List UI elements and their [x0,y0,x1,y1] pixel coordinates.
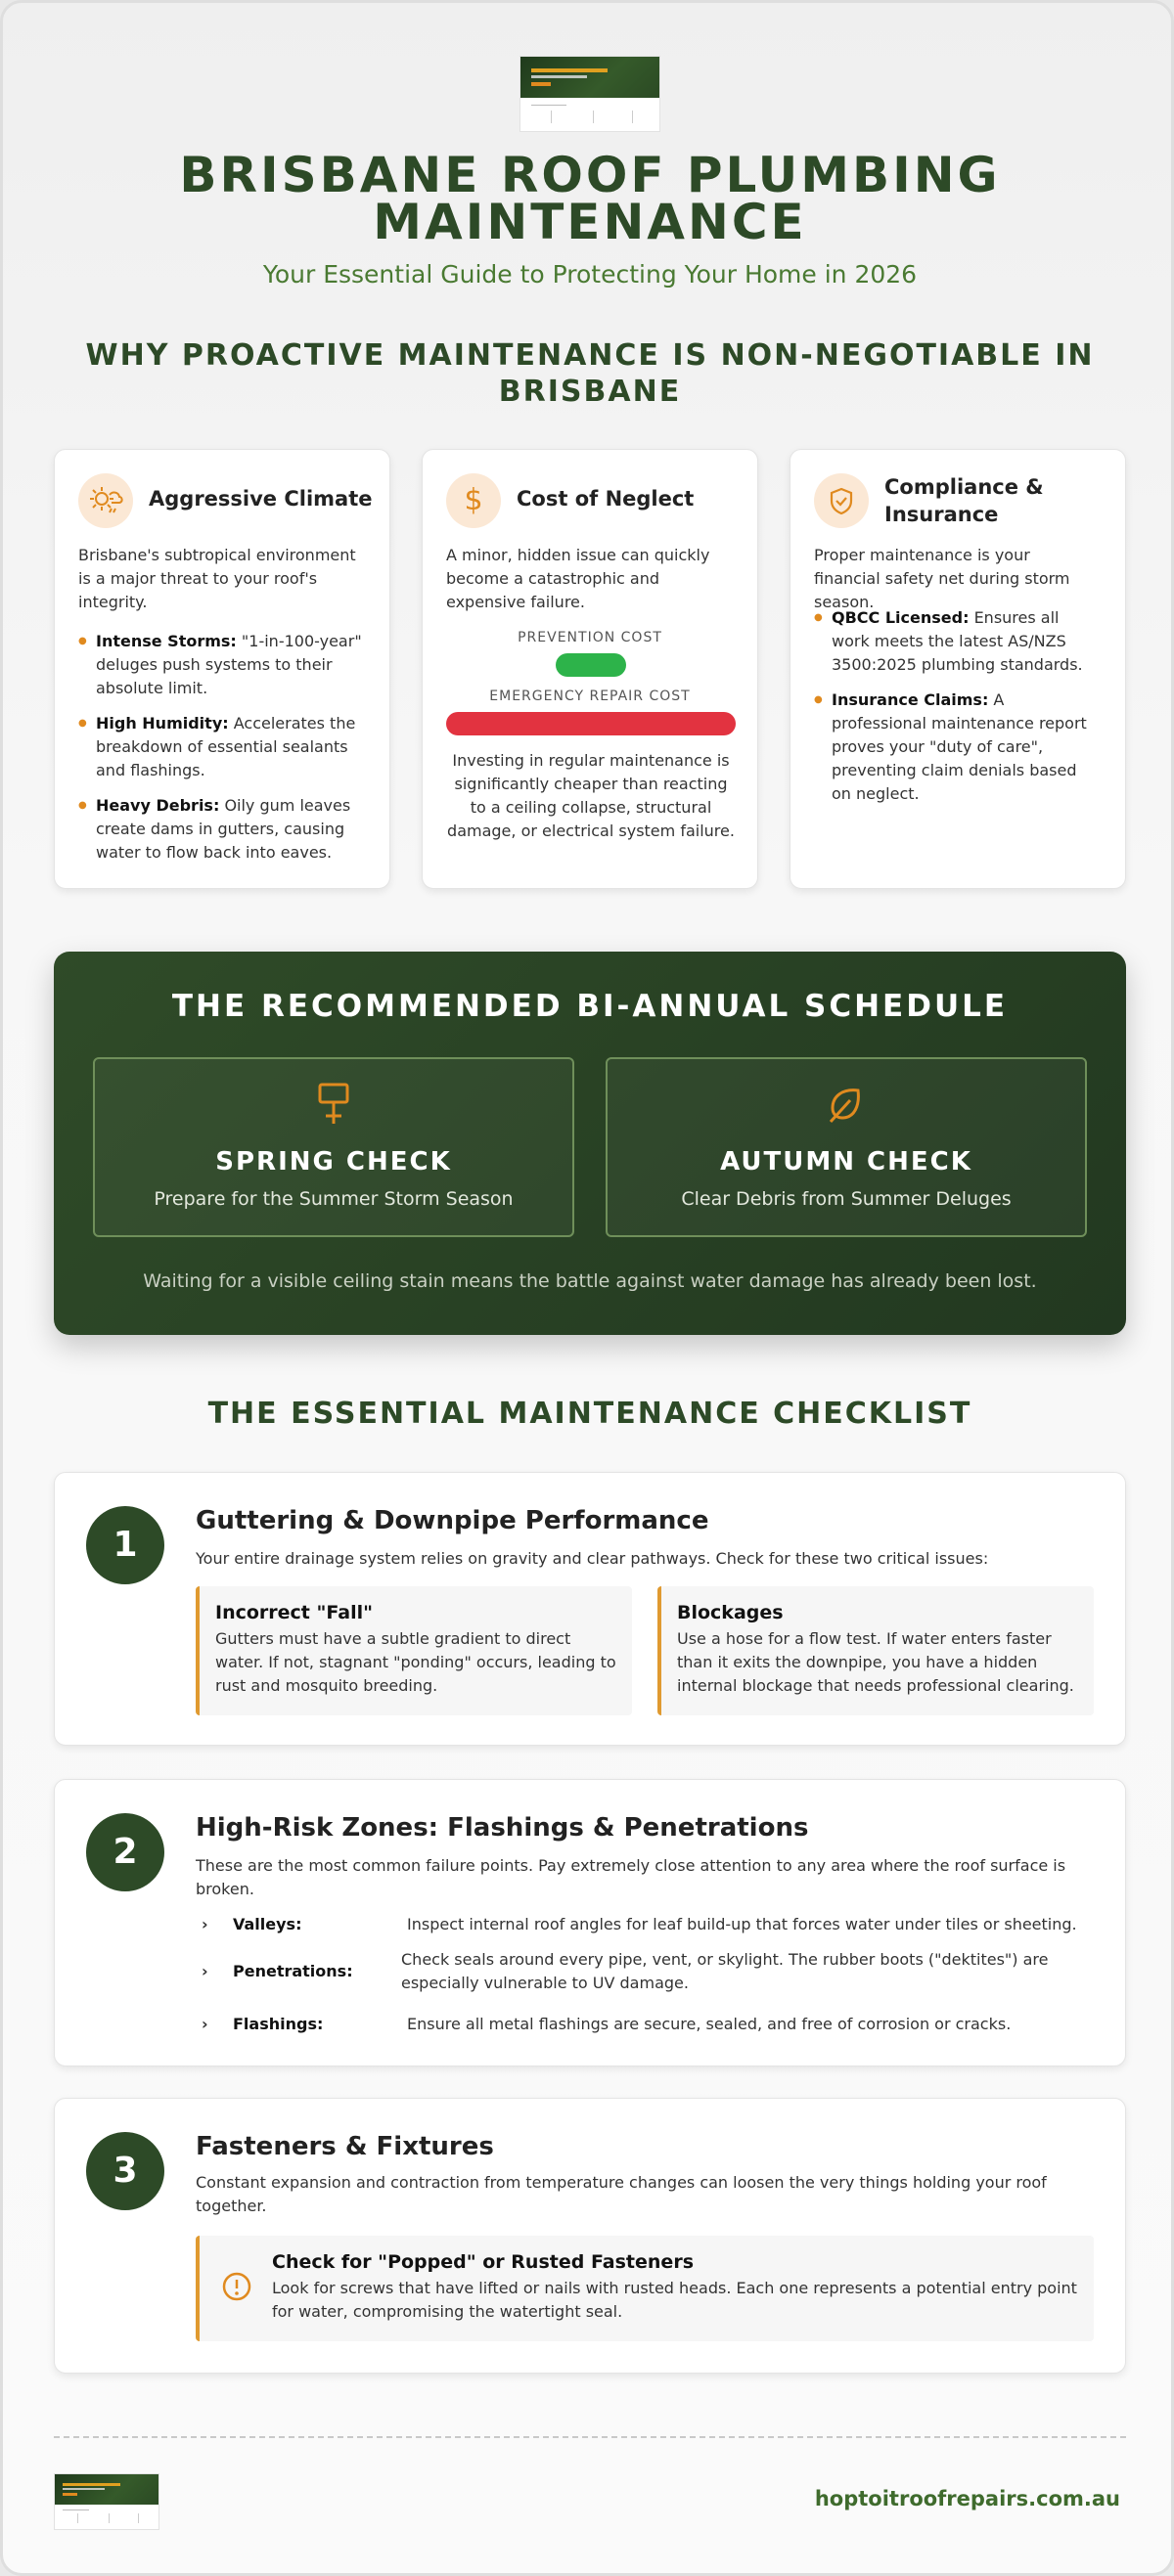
alert-text: Look for screws that have lifted or nails with rusted heads. Each one represents a potential entry point for water, compromising the watertight seal. [272,2279,1077,2321]
footer-thumbnail-image [54,2473,159,2530]
prevention-cost-bar [556,653,626,677]
blockages-box [657,1586,1094,1715]
card-aggressive-climate [54,449,390,889]
page-title: BRISBANE ROOF PLUMBING MAINTENANCE [179,147,1001,250]
card-title: Compliance & Insurance [884,475,1044,526]
schedule-panel [54,952,1126,1335]
checklist-item-intro: These are the most common failure points. Pay extremely close attention to any area where the roof surface is broken. [196,1856,1066,1898]
list-item: ● Intense Storms: "1-in-100-year" deluges push systems to their absolute limit. [78,630,364,700]
checklist-item-guttering [54,1472,1126,1746]
risk-label: Valleys: [233,1915,302,1933]
card-text: Proper maintenance is your financial safety net during storm season. [814,546,1070,611]
autumn-check-box [606,1057,1087,1237]
card-text: A minor, hidden issue can quickly become a catastrophic and expensive failure. [446,546,710,611]
cost-footer-text: Investing in regular maintenance is significantly cheaper than reacting to a ceiling collapse, structural damage, or electrical system failure. [447,751,735,840]
risk-text: Ensure all metal flashings are secure, sealed, and free of corrosion or cracks. [407,2015,1012,2033]
page-subtitle: Your Essential Guide to Protecting Your Home in 2026 [262,260,918,289]
alert-title: Check for "Popped" or Rusted Fasteners [272,2251,694,2273]
card-title: Aggressive Climate [149,487,373,511]
chevron-right-icon: › [202,2015,208,2033]
risk-label: Penetrations: [233,1962,353,1980]
list-item: ● High Humidity: Accelerates the breakdown of essential sealants and flashings. [78,712,364,782]
box-text: Gutters must have a subtle gradient to direct water. If not, stagnant "ponding" occurs, leading to rust and mosquito breeding. [215,1629,616,1695]
bullet-list [814,606,1100,818]
footer-divider [54,2436,1126,2438]
card-title: Cost of Neglect [517,487,695,511]
card-compliance-insurance [790,449,1126,889]
schedule-title: THE RECOMMENDED BI-ANNUAL SCHEDULE [171,989,1009,1024]
step-number-badge: 2 [86,1813,164,1891]
box-title: Blockages [677,1602,784,1623]
emergency-cost-bar [446,712,736,735]
checklist-item-title: Guttering & Downpipe Performance [196,1506,709,1535]
risk-label: Flashings: [233,2015,324,2033]
box-text: Use a hose for a flow test. If water enters faster than it exits the downpipe, you have a hidden internal blockage that needs professional clearing. [677,1629,1074,1695]
box-title: Incorrect "Fall" [215,1602,374,1623]
card-cost-of-neglect [422,449,758,889]
checklist-item-title: Fasteners & Fixtures [196,2132,494,2161]
risk-text: Check seals around every pipe, vent, or skylight. The rubber boots ("dektites") are especially vulnerable to UV damage. [401,1950,1049,1992]
autumn-check-title: AUTUMN CHECK [720,1147,972,1177]
list-item: ● QBCC Licensed: Ensures all work meets the latest AS/NZS 3500:2025 plumbing standards. [814,606,1100,677]
prevention-cost-label: PREVENTION COST [518,630,662,645]
list-item: ● Heavy Debris: Oily gum leaves create dams in gutters, causing water to flow back into eaves. [78,794,364,865]
header-thumbnail-image [519,56,660,132]
fasteners-alert-box [196,2236,1094,2341]
checklist-item-fasteners [54,2098,1126,2374]
spring-check-title: SPRING CHECK [215,1147,452,1177]
list-item: ● Insurance Claims: A professional maintenance report proves your "duty of care", preventing claim denials based on neglect. [814,688,1100,806]
climate-icon [78,473,133,528]
checklist-item-intro: Your entire drainage system relies on gravity and clear pathways. Check for these two critical issues: [196,1549,989,1568]
checklist-title: THE ESSENTIAL MAINTENANCE CHECKLIST [207,1397,972,1431]
alert-circle-icon [221,2271,252,2306]
schedule-note: Waiting for a visible ceiling stain means the battle against water damage has already been lost. [143,1270,1037,1292]
emergency-cost-label: EMERGENCY REPAIR COST [489,688,691,704]
checklist-item-high-risk-zones [54,1779,1126,2066]
dollar-icon: $ [446,473,501,528]
chevron-right-icon: › [202,1962,208,1980]
why-section-title: WHY PROACTIVE MAINTENANCE IS NON-NEGOTIABLE IN BRISBANE [85,338,1095,409]
step-number-badge: 3 [86,2132,164,2210]
shield-check-icon [814,473,869,528]
card-text: Brisbane's subtropical environment is a major threat to your roof's integrity. [78,546,356,611]
bullet-list [78,630,364,876]
leaf-icon [608,1081,1085,1132]
step-number-badge: 1 [86,1506,164,1584]
checklist-item-title: High-Risk Zones: Flashings & Penetrations [196,1813,809,1843]
spring-check-box [93,1057,574,1237]
checklist-item-intro: Constant expansion and contraction from temperature changes can loosen the very things holding your roof together. [196,2173,1047,2215]
sign-icon [95,1081,572,1132]
incorrect-fall-box [196,1586,632,1715]
chevron-right-icon: › [202,1915,208,1933]
footer-website-link[interactable]: hoptoitroofrepairs.com.au [814,2487,1120,2510]
spring-check-desc: Prepare for the Summer Storm Season [154,1188,514,1210]
risk-text: Inspect internal roof angles for leaf build-up that forces water under tiles or sheeting. [407,1915,1077,1933]
autumn-check-desc: Clear Debris from Summer Deluges [681,1188,1012,1210]
